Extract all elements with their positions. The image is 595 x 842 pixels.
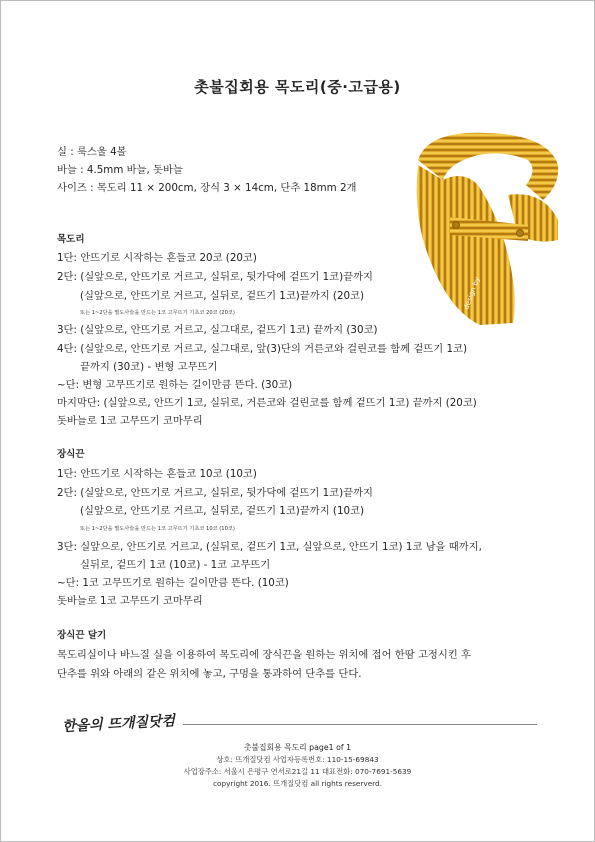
footer-company: 상호: 뜨개질닷컴 사업자등록번호: 110-15-69843 bbox=[216, 755, 379, 764]
scarf-row-5: ~단: 변형 고무뜨기로 원하는 길이만큼 뜬다. (30코) bbox=[57, 379, 293, 391]
scarf-row-2a: 2단: (실앞으로, 안뜨기로 거르고, 실뒤로, 뒷가닥에 겉뜨기 1코)끝까지 bbox=[57, 271, 373, 283]
scarf-row-3: 3단: (실앞으로, 안뜨기로 거르고, 실그대로, 겉뜨기 1코) 끝까지 (30코) bbox=[57, 324, 378, 336]
scarf-row-last: 마지막단: (실앞으로, 안뜨기 1코, 실뒤로, 거른코와 걸린코를 함께 겉뜨기 1코) 끝까지 (20코) bbox=[57, 397, 477, 409]
scarf-row-2b: (실앞으로, 안뜨기로 거르고, 실뒤로, 겉뜨기 1코)끝까지 (20코) bbox=[80, 290, 365, 302]
scarf-row-2-note: 또는 1~2단을 별도사슬을 만드는 1코 고무뜨기 기초코 20코 (20코) bbox=[80, 310, 235, 316]
scarf-finish: 돗바늘로 1코 고무뜨기 코마무리 bbox=[57, 415, 203, 427]
attach-para-2: 단추를 위와 아래의 같은 위치에 놓고, 구멍을 통과하여 단추를 단다. bbox=[57, 668, 362, 680]
scarf-row-4a: 4단: (실앞으로, 안뜨기로 거르고, 실그대로, 앞(3)단의 거른코와 걸린코를 함께 겉뜨기 1코) bbox=[57, 343, 467, 355]
deco-row-2a: 2단: (실앞으로, 안뜨기로 거르고, 실뒤로, 뒷가닥에 겉뜨기 1코)끝까지 bbox=[57, 487, 373, 499]
watermark-name: 한올 bbox=[525, 264, 543, 287]
scarf-heading: 목도리 bbox=[57, 234, 85, 245]
scarf-row-1: 1단: 안뜨기로 시작하는 흔들코 20코 (20코) bbox=[57, 252, 257, 264]
signature-line bbox=[183, 724, 537, 725]
button-icon bbox=[453, 222, 460, 229]
deco-finish: 돗바늘로 1코 고무뜨기 코마무리 bbox=[57, 595, 203, 607]
info-size: 사이즈 : 목도리 11 × 200cm, 장식 3 × 14cm, 단추 18mm 2개 bbox=[57, 182, 357, 194]
deco-row-2-note: 또는 1~2단을 별도사슬을 만드는 1코 고무뜨기 기초코 10코 (10코) bbox=[80, 526, 235, 532]
footer-copyright: copyright 2016. 뜨개질닷컴 all rights reserverd. bbox=[212, 779, 383, 788]
button-icon bbox=[517, 230, 524, 237]
footer-address: 사업장주소: 서울시 은평구 연서로21길 11 대표전화: 070-7691-5639 bbox=[183, 767, 412, 776]
deco-row-2b: (실앞으로, 안뜨기로 거르고, 실뒤로, 겉뜨기 1코)끝까지 (10코) bbox=[80, 505, 365, 517]
scarf-row-4b: 끝까지 (30코) - 변형 고무뜨기 bbox=[80, 361, 218, 373]
attach-para-1: 목도리실이나 바느질 실을 이용하여 목도리에 장식끈을 원하는 위치에 접어 한땀 고정시킨 후 bbox=[57, 649, 471, 661]
info-needle: 바늘 : 4.5mm 바늘, 돗바늘 bbox=[57, 164, 183, 176]
footer-page: 촛불집회용 목도리 page1 of 1 bbox=[243, 743, 352, 752]
deco-row-3a: 3단: 실앞으로, 안뜨기로 거르고, (실뒤로, 겉뜨기 1코, 실앞으로, 안뜨기 1코) 1코 남을 때까지, bbox=[57, 541, 482, 553]
deco-row-1: 1단: 안뜨기로 시작하는 흔들코 10코 (10코) bbox=[57, 468, 257, 480]
page-title: 촛불집회용 목도리(중·고급용) bbox=[194, 78, 401, 96]
deco-row-4: ~단: 1코 고무뜨기로 원하는 길이만큼 뜬다. (10코) bbox=[57, 577, 289, 589]
signature: 한올의 뜨개질닷컴 bbox=[61, 713, 176, 735]
attach-heading: 장식끈 달기 bbox=[57, 630, 107, 641]
deco-heading: 장식끈 bbox=[57, 449, 85, 460]
scarf-photo bbox=[408, 125, 566, 330]
watermark-design: design by bbox=[462, 275, 482, 311]
info-yarn: 실 : 룩스울 4볼 bbox=[57, 146, 127, 158]
deco-row-3b: 실뒤로, 겉뜨기 1코 (10코) - 1코 고무뜨기 bbox=[80, 559, 271, 571]
